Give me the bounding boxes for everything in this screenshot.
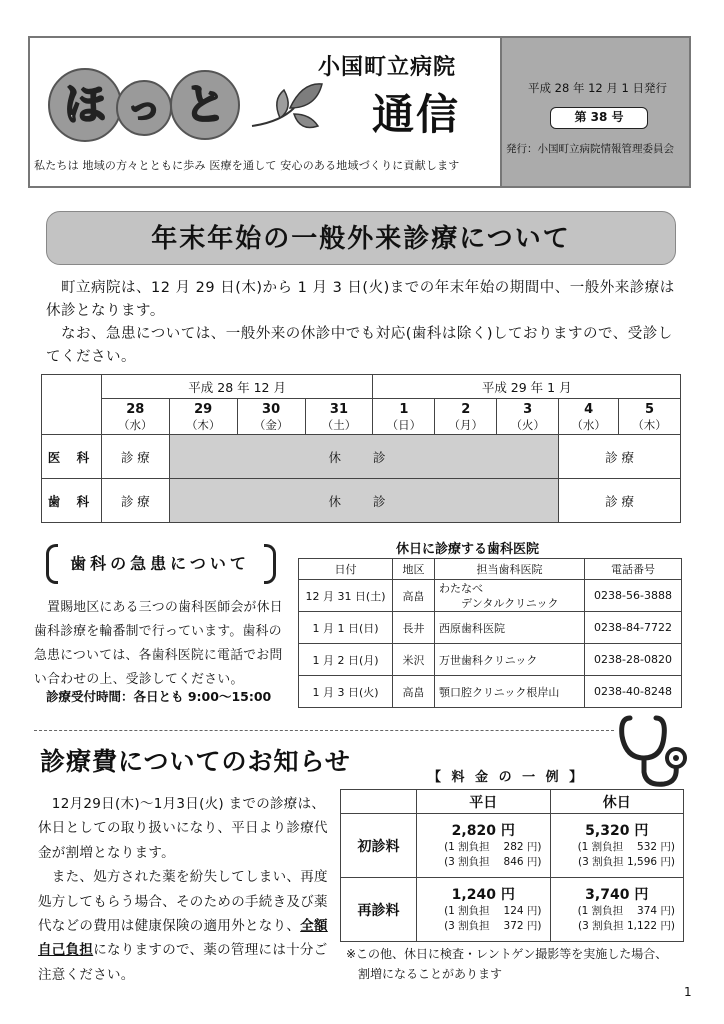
fee-breakdown: (1 割負担 532 円) (3 割負担 1,596 円) — [577, 840, 675, 868]
clinic-table-caption: 休日に診療する歯科医院 — [396, 542, 540, 557]
intro-paragraph-1: 町立病院は、12 月 29 日(木)から 1 月 3 日(火)までの年末年始の期間中、一般外来診療は休診となります。 — [46, 280, 675, 319]
clinic-tel: 0238-56-3888 — [585, 580, 682, 612]
clinic-name: 西原歯科医院 — [435, 612, 585, 644]
table-row — [299, 676, 682, 708]
col-header: 日付 — [299, 559, 393, 580]
clinic-date: 1 月 2 日(月) — [299, 644, 393, 676]
fee-cell — [550, 878, 684, 942]
table-row — [341, 878, 684, 942]
day-cell: 1 （日） — [373, 399, 435, 435]
table-row — [341, 814, 684, 878]
fee-cell — [417, 814, 551, 878]
day-cell: 5 （木） — [619, 399, 681, 435]
day-cell: 29 （木） — [169, 399, 237, 435]
clinic-date: 12 月 31 日(土) — [299, 580, 393, 612]
col-header: 電話番号 — [585, 559, 682, 580]
table-row — [299, 580, 682, 612]
day-cell: 30 （金） — [237, 399, 305, 435]
fee-table-caption: 【 料 金 の 一 例 】 — [428, 770, 586, 785]
dental-section-title: 歯科の急患について — [70, 554, 250, 573]
fee-breakdown: (1 割負担 282 円) (3 割負担 846 円) — [444, 840, 542, 868]
dept-medical: 医 科 — [42, 435, 102, 479]
day-cell: 3 （火） — [497, 399, 559, 435]
intro-paragraph-2: なお、急患については、一般外来の休診中でも対応(歯科は除く)しておりますので、受診してください。 — [46, 326, 673, 365]
hospital-name: 小国町立病院 — [318, 55, 457, 80]
fee-text-b: また、処方された薬を紛失してしまい、再度処方してもらう場合、そのための手続き及び薬代などの費用は健康保険の適用外となり、 — [38, 869, 328, 935]
fee-corner — [341, 790, 417, 814]
month-header-jan: 平成 29 年 1 月 — [373, 375, 681, 399]
fee-amount: 3,740 円 — [585, 886, 649, 903]
newsletter-name: 通信 — [372, 90, 461, 139]
dental-text: 置賜地区にある三つの歯科医師会が休日歯科診療を輪番制で行っています。歯科の急患については、各歯科医院に電話でお問い合わせの上、受診してください。 — [34, 600, 283, 687]
clinic-name: わたなべ デンタルクリニック — [435, 580, 585, 612]
clinic-tel: 0238-84-7722 — [585, 612, 682, 644]
dental-hours: 診療受付時間：各日とも 9:00〜15:00 — [46, 689, 272, 704]
logo-circle-3: と — [170, 70, 240, 140]
open-cell: 診 療 — [101, 479, 169, 523]
fee-table — [340, 789, 684, 942]
fee-cell — [417, 878, 551, 942]
clinic-area: 高畠 — [393, 676, 435, 708]
fee-text-a: 12月29日(木)〜1月3日(火) までの診療は、休日としての取り扱いになり、平日より診療代金が割増となります。 — [38, 796, 328, 861]
clinic-area: 米沢 — [393, 644, 435, 676]
col-holiday: 休日 — [550, 790, 684, 814]
open-cell: 診 療 — [559, 479, 681, 523]
col-weekday: 平日 — [417, 790, 551, 814]
issue-date: 平成 28 年 12 月 1 日発行 — [528, 81, 668, 95]
motto: 私たちは 地域の方々とともに歩み 医療を通して 安心のある地域づくりに貢献します — [34, 159, 460, 172]
clinic-tel: 0238-40-8248 — [585, 676, 682, 708]
fee-breakdown: (1 割負担 124 円) (3 割負担 372 円) — [444, 904, 542, 932]
leaf-icon — [250, 78, 324, 134]
fee-row-label: 初診料 — [341, 814, 417, 878]
issue-number: 第 38 号 — [550, 107, 648, 129]
month-header-dec: 平成 28 年 12 月 — [101, 375, 373, 399]
page-title: 年末年始の一般外来診療について — [46, 211, 676, 265]
fee-row-label: 再診料 — [341, 878, 417, 942]
stethoscope-icon — [616, 712, 688, 790]
fee-breakdown: (1 割負担 374 円) (3 割負担 1,122 円) — [577, 904, 675, 932]
fee-note: ※この他、休日に検査・レントゲン撮影等を実施した場合、 割増になることがあります — [346, 947, 668, 981]
logo-circle-2: っ — [116, 80, 172, 136]
dept-dental: 歯 科 — [42, 479, 102, 523]
clinic-date: 1 月 1 日(日) — [299, 612, 393, 644]
day-cell: 4 （水） — [559, 399, 619, 435]
clinic-name: 顎口腔クリニック根岸山 — [435, 676, 585, 708]
clinic-date: 1 月 3 日(火) — [299, 676, 393, 708]
clinic-table — [298, 558, 682, 708]
fee-text — [38, 792, 328, 987]
section-divider — [34, 730, 614, 731]
clinic-area: 高畠 — [393, 580, 435, 612]
fee-section-title: 診療費についてのお知らせ — [40, 747, 351, 776]
open-cell: 診 療 — [559, 435, 681, 479]
fee-text-c: になりますので、薬の管理には十分ご注意ください。 — [38, 942, 328, 983]
table-row — [299, 612, 682, 644]
clinic-area: 長井 — [393, 612, 435, 644]
schedule-corner — [42, 375, 102, 435]
open-cell: 診 療 — [101, 435, 169, 479]
closed-cell: 休 診 — [169, 435, 558, 479]
page-number: 1 — [684, 985, 692, 999]
fee-cell — [550, 814, 684, 878]
day-cell: 31 （土） — [305, 399, 373, 435]
fee-text-emphasis: 全額自己負担 — [38, 918, 328, 959]
clinic-tel: 0238-28-0820 — [585, 644, 682, 676]
closed-cell: 休 診 — [169, 479, 558, 523]
day-cell: 2 （月） — [435, 399, 497, 435]
fee-amount: 1,240 円 — [451, 886, 515, 903]
col-header: 担当歯科医院 — [435, 559, 585, 580]
table-row — [299, 644, 682, 676]
schedule-table — [41, 374, 681, 523]
logo-circle-1: ほ — [48, 68, 122, 142]
col-header: 地区 — [393, 559, 435, 580]
day-cell: 28 （水） — [101, 399, 169, 435]
publisher: 発行：小国町立病院情報管理委員会 — [506, 143, 674, 155]
fee-amount: 5,320 円 — [585, 822, 649, 839]
fee-amount: 2,820 円 — [451, 822, 515, 839]
clinic-name: 万世歯科クリニック — [435, 644, 585, 676]
